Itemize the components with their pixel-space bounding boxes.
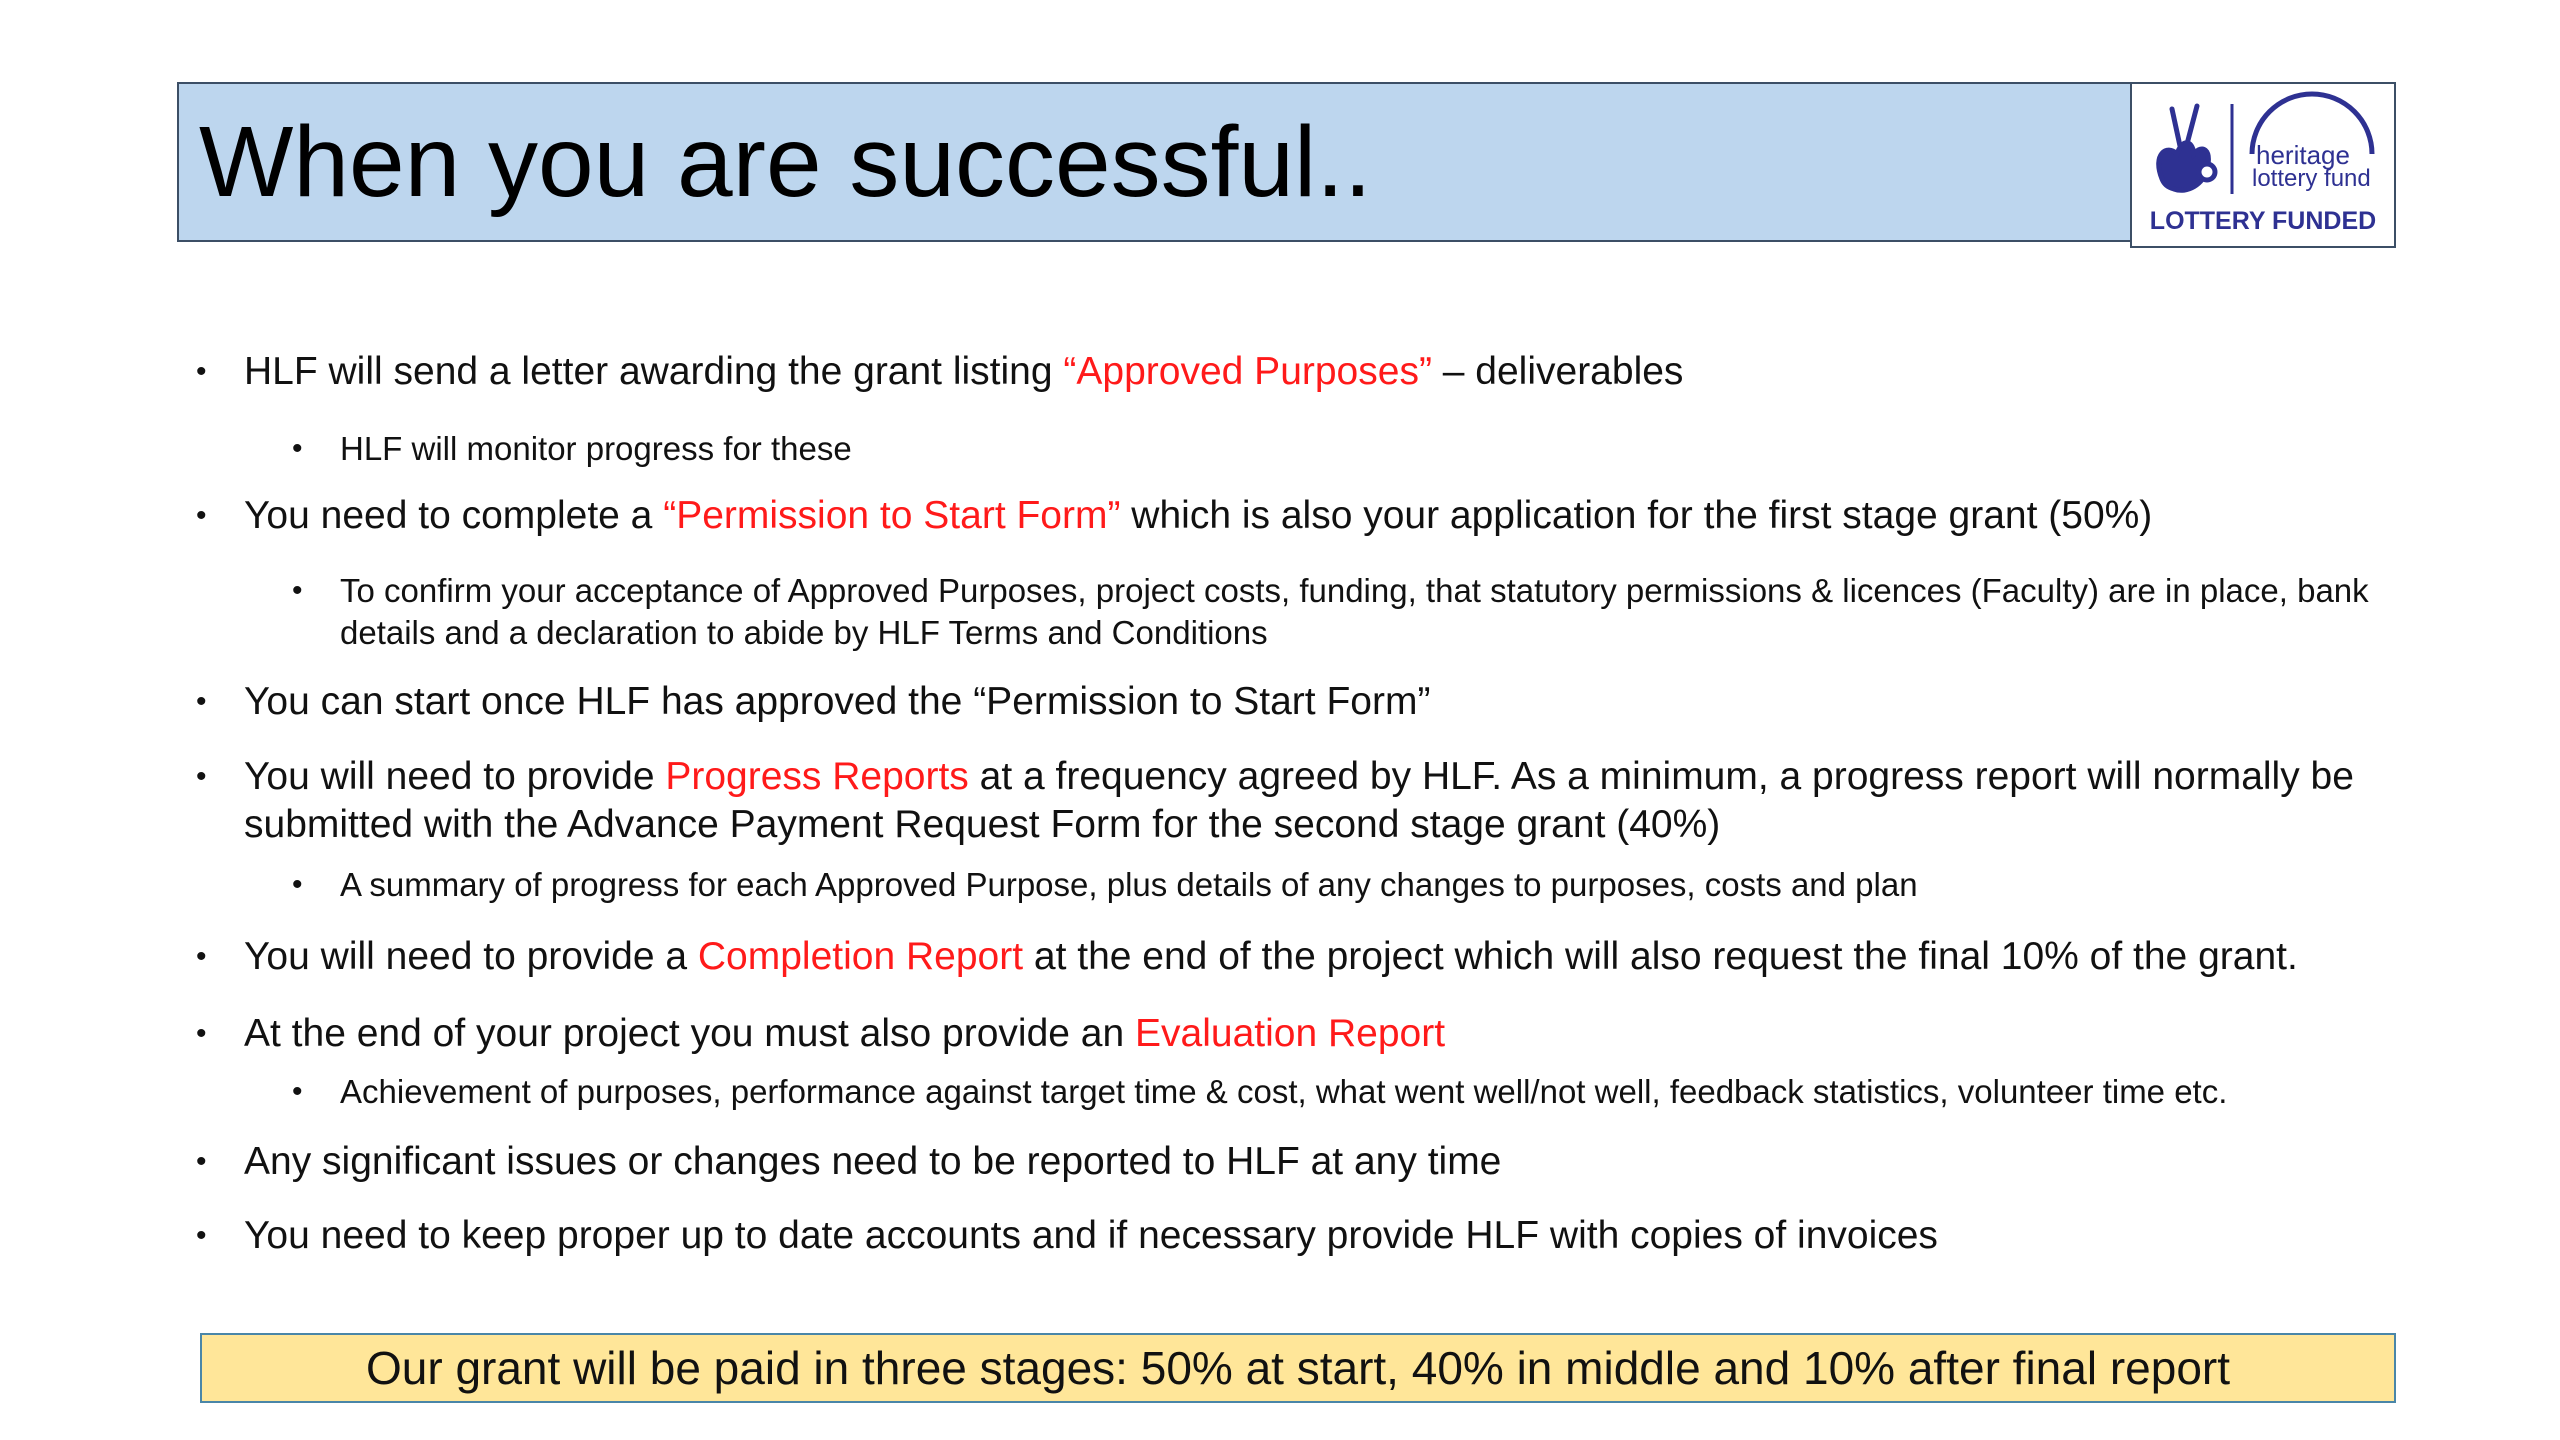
bullet-item bbox=[190, 1138, 2390, 1186]
bullet-marker: • bbox=[196, 499, 207, 532]
highlighted-term: Progress Reports bbox=[665, 755, 969, 798]
bullet-text: A summary of progress for each Approved Purpose, plus details of any changes to purposes, costs and plan bbox=[340, 866, 1918, 903]
bullet-text: You can start once HLF has approved the “Permission to Start Form” bbox=[244, 680, 1431, 723]
grant-stages-banner: Our grant will be paid in three stages: 50% at start, 40% in middle and 10% after final report bbox=[200, 1333, 2396, 1403]
bullet-marker: • bbox=[292, 574, 303, 607]
bullet-marker: • bbox=[292, 868, 303, 901]
sub-bullet-item bbox=[190, 864, 2390, 906]
bullet-marker: • bbox=[196, 760, 207, 793]
bullet-text: You will need to provide bbox=[244, 755, 666, 798]
bullet-item bbox=[190, 492, 2390, 540]
highlighted-term: “Permission to Start Form” bbox=[663, 494, 1121, 537]
bullet-item bbox=[190, 348, 2390, 396]
heritage-lottery-fund-logo bbox=[2130, 82, 2396, 248]
bullet-item bbox=[190, 1212, 2390, 1260]
bullet-marker: • bbox=[196, 685, 207, 718]
bullet-text: at a frequency agreed by HLF. As a minimum, a progress report will normally be submitted with the Advance Payment Request Form for the second stage grant (40%) bbox=[244, 755, 2354, 846]
bullet-item bbox=[190, 753, 2390, 849]
bullet-marker: • bbox=[196, 1145, 207, 1178]
bullet-text: You need to keep proper up to date accounts and if necessary provide HLF with copies of invoices bbox=[244, 1214, 1938, 1257]
bullet-marker: • bbox=[196, 1017, 207, 1050]
bullet-text: Achievement of purposes, performance against target time & cost, what went well/not well, feedback statistics, volunteer time etc. bbox=[340, 1073, 2228, 1110]
bullet-text: Any significant issues or changes need to be reported to HLF at any time bbox=[244, 1140, 1502, 1183]
logo-wordmark-line1: heritage bbox=[2256, 140, 2350, 170]
bullet-item bbox=[190, 933, 2390, 981]
crossed-fingers-lottery-icon bbox=[2132, 84, 2394, 246]
title-bar bbox=[177, 82, 2307, 242]
bullet-text: You need to complete a bbox=[244, 494, 664, 537]
bullet-text: At the end of your project you must also provide an bbox=[244, 1012, 1136, 1055]
sub-bullet-item bbox=[190, 1071, 2390, 1113]
bullet-text: at the end of the project which will also request the final 10% of the grant. bbox=[1023, 935, 2298, 978]
logo-wordmark-line2: lottery fund bbox=[2252, 165, 2371, 192]
bullet-text: HLF will send a letter awarding the grant listing bbox=[244, 350, 1064, 393]
bullet-text: To confirm your acceptance of Approved Purposes, project costs, funding, that statutory permissions & licences (Faculty) are in place, bank details and a declaration to abide by HLF Terms and Conditions bbox=[340, 572, 2369, 651]
bullet-text: You will need to provide a bbox=[244, 935, 698, 978]
logo-caption: LOTTERY FUNDED bbox=[2149, 207, 2377, 235]
bullet-marker: • bbox=[292, 1075, 303, 1108]
slide-title: When you are successful.. bbox=[199, 106, 1372, 218]
sub-bullet-item bbox=[190, 428, 2390, 470]
bullet-marker: • bbox=[196, 940, 207, 973]
bullet-marker: • bbox=[196, 355, 207, 388]
bullet-item bbox=[190, 1010, 2390, 1058]
bullet-marker: • bbox=[196, 1219, 207, 1252]
bullet-text: which is also your application for the first stage grant (50%) bbox=[1120, 494, 2153, 537]
bullet-marker: • bbox=[292, 432, 303, 465]
bullet-text: HLF will monitor progress for these bbox=[340, 430, 852, 467]
bullet-text: – deliverables bbox=[1431, 350, 1684, 393]
highlighted-term: Completion Report bbox=[697, 935, 1024, 978]
highlighted-term: Evaluation Report bbox=[1135, 1012, 1446, 1055]
sub-bullet-item bbox=[190, 570, 2390, 654]
highlighted-term: “Approved Purposes” bbox=[1063, 350, 1432, 393]
bullet-item bbox=[190, 678, 2390, 726]
